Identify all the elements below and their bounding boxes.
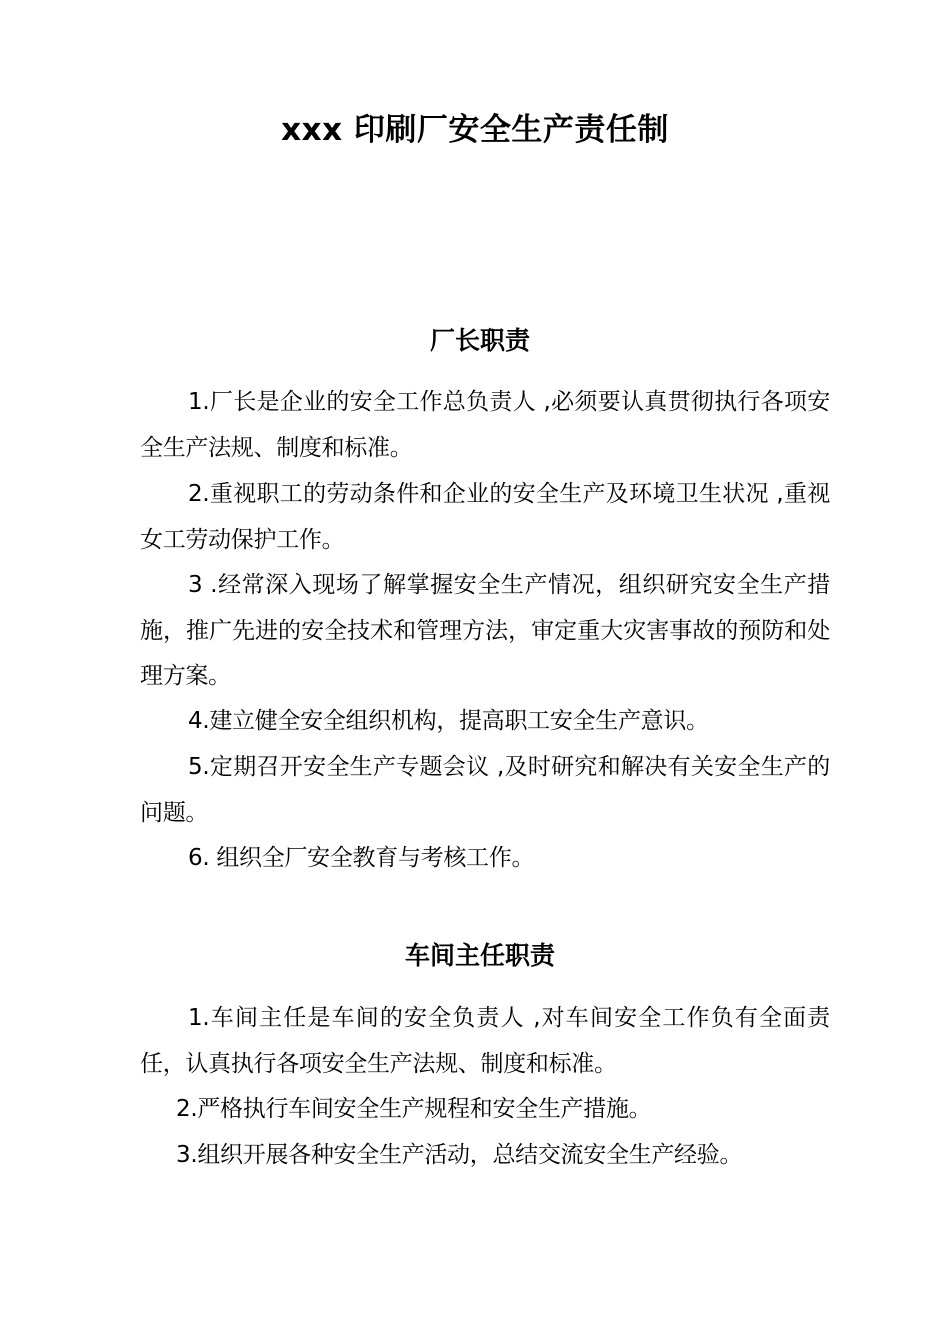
paragraph: 2.严格执行车间安全生产规程和安全生产措施。 (176, 1096, 652, 1122)
paragraph: 5.定期召开安全生产专题会议 ,及时研究和解决有关安全生产的问题。 (140, 754, 830, 826)
paragraph: 2.重视职工的劳动条件和企业的安全生产及环境卫生状况 ,重视女工劳动保护工作。 (140, 481, 830, 553)
paragraph: 6. 组织全厂安全教育与考核工作。 (188, 845, 535, 871)
paragraph: 4.建立健全安全组织机构，提高职工安全生产意识。 (188, 708, 709, 734)
paragraph: 3.组织开展各种安全生产活动，总结交流安全生产经验。 (176, 1142, 743, 1168)
paragraph: 3 .经常深入现场了解掌握安全生产情况，组织研究安全生产措施，推广先进的安全技术和管理方法，审定重大灾害事故的预防和处理方案。 (140, 572, 830, 689)
section-heading-factory-director: 厂长职责 (429, 326, 530, 355)
section-heading-workshop-director: 车间主任职责 (404, 941, 555, 970)
document-title: xxx 印刷厂安全生产责任制 (281, 112, 669, 148)
paragraph: 1.厂长是企业的安全工作总负责人 ,必须要认真贯彻执行各项安全生产法规、制度和标准。 (140, 389, 830, 461)
paragraph: 1.车间主任是车间的安全负责人 ,对车间安全工作负有全面责任，认真执行各项安全生产法规、制度和标准。 (140, 1005, 830, 1077)
